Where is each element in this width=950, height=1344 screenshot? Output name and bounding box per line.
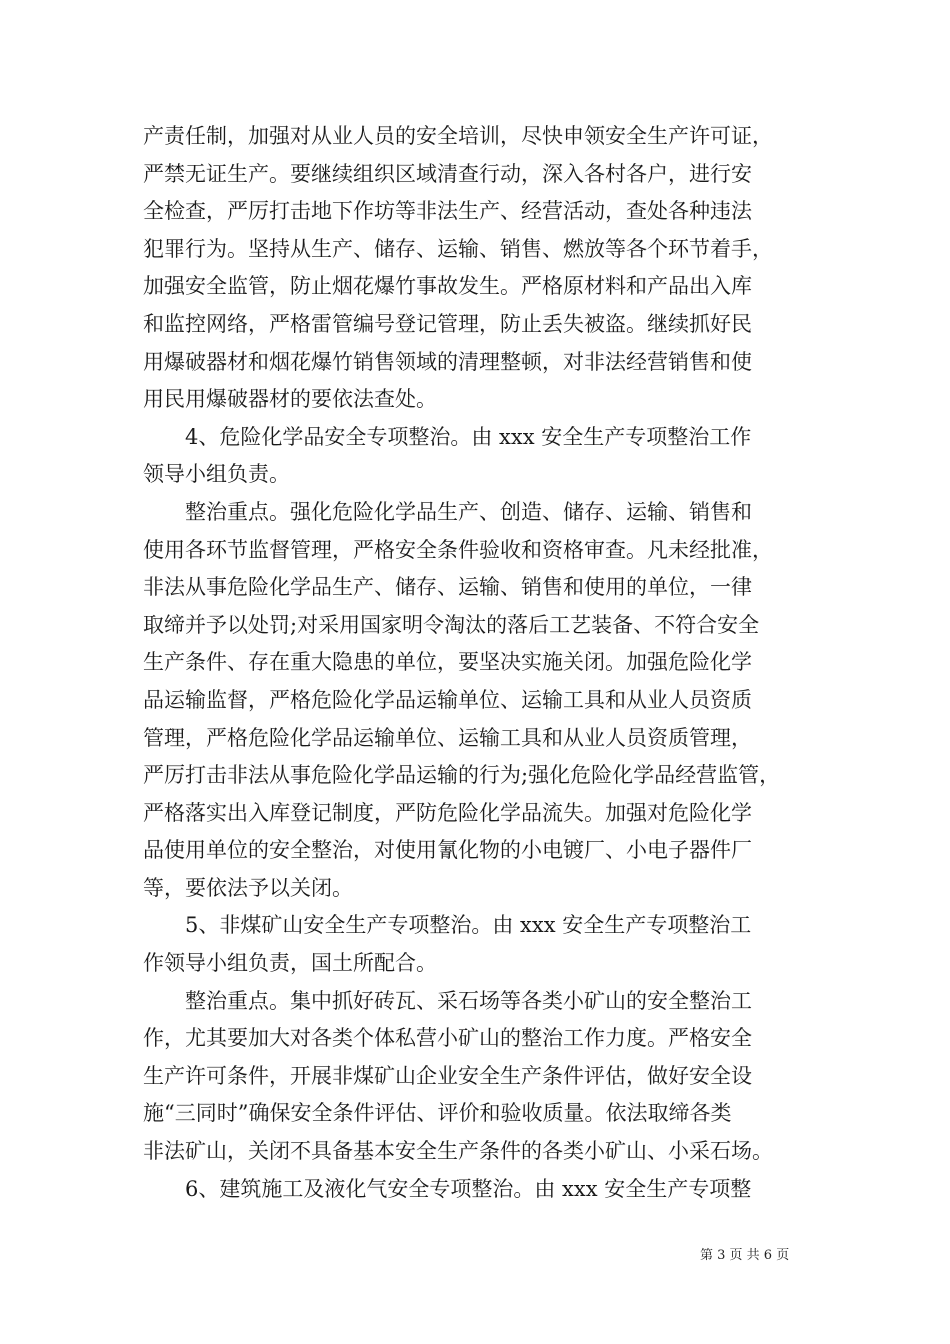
- text-line: 用爆破器材和烟花爆竹销售领域的清理整顿，对非法经营销售和使: [143, 349, 752, 374]
- text-line: 严禁无证生产。要继续组织区域清查行动，深入各村各户，进行安: [143, 161, 752, 186]
- section-heading-line: 5、非煤矿山安全生产专项整治。由 xxx 安全生产专项整治工: [143, 913, 752, 938]
- document-body: [143, 118, 807, 1208]
- page-number: 第 3 页 共 6 页: [700, 1248, 790, 1263]
- text-line: 非法矿山，关闭不具备基本安全生产条件的各类小矿山、小采石场。: [143, 1139, 773, 1164]
- text-line: 品运输监督，严格危险化学品运输单位、运输工具和从业人员资质: [143, 687, 752, 712]
- text-line: 严厉打击非法从事危险化学品运输的行为;强化危险化学品经营监管，: [143, 763, 781, 788]
- paragraph-start-line: 整治重点。集中抓好砖瓦、采石场等各类小矿山的安全整治工: [143, 988, 752, 1013]
- text-line: 生产许可条件，开展非煤矿山企业安全生产条件评估，做好安全设: [143, 1063, 752, 1088]
- text-line: 非法从事危险化学品生产、储存、运输、销售和使用的单位，一律: [143, 575, 752, 600]
- text-line: 加强安全监管，防止烟花爆竹事故发生。严格原材料和产品出入库: [143, 274, 752, 299]
- text-line: 领导小组负责。: [143, 462, 290, 487]
- text-line: 和监控网络，严格雷管编号登记管理，防止丢失被盗。继续抓好民: [143, 311, 752, 336]
- text-line: 品使用单位的安全整治，对使用氰化物的小电镀厂、小电子器件厂: [143, 838, 752, 863]
- paragraph-start-line: 整治重点。强化危险化学品生产、创造、储存、运输、销售和: [143, 499, 752, 524]
- text-line: 严格落实出入库登记制度，严防危险化学品流失。加强对危险化学: [143, 800, 752, 825]
- text-line: 作，尤其要加大对各类个体私营小矿山的整治工作力度。严格安全: [143, 1026, 752, 1051]
- text-line: 管理，严格危险化学品运输单位、运输工具和从业人员资质管理，: [143, 725, 752, 750]
- text-line: 生产条件、存在重大隐患的单位，要坚决实施关闭。加强危险化学: [143, 650, 752, 675]
- text-line: 产责任制，加强对从业人员的安全培训，尽快申领安全生产许可证，: [143, 124, 773, 148]
- text-line: 用民用爆破器材的要依法查处。: [143, 387, 437, 412]
- text-line: 犯罪行为。坚持从生产、储存、运输、销售、燃放等各个环节着手，: [143, 236, 773, 261]
- text-line: 使用各环节监督管理，严格安全条件验收和资格审查。凡未经批准，: [143, 537, 773, 562]
- section-heading-line: 6、建筑施工及液化气安全专项整治。由 xxx 安全生产专项整: [143, 1176, 752, 1201]
- text-line: 取缔并予以处罚;对采用国家明令淘汰的落后工艺装备、不符合安全: [143, 612, 760, 637]
- text-line: 全检查，严厉打击地下作坊等非法生产、经营活动，查处各种违法: [143, 199, 752, 224]
- text-line: 等，要依法予以关闭。: [143, 875, 353, 900]
- section-heading-line: 4、危险化学品安全专项整治。由 xxx 安全生产专项整治工作: [143, 424, 752, 449]
- text-line: 施“三同时”确保安全条件评估、评价和验收质量。依法取缔各类: [143, 1101, 732, 1126]
- text-line: 作领导小组负责，国土所配合。: [143, 951, 437, 976]
